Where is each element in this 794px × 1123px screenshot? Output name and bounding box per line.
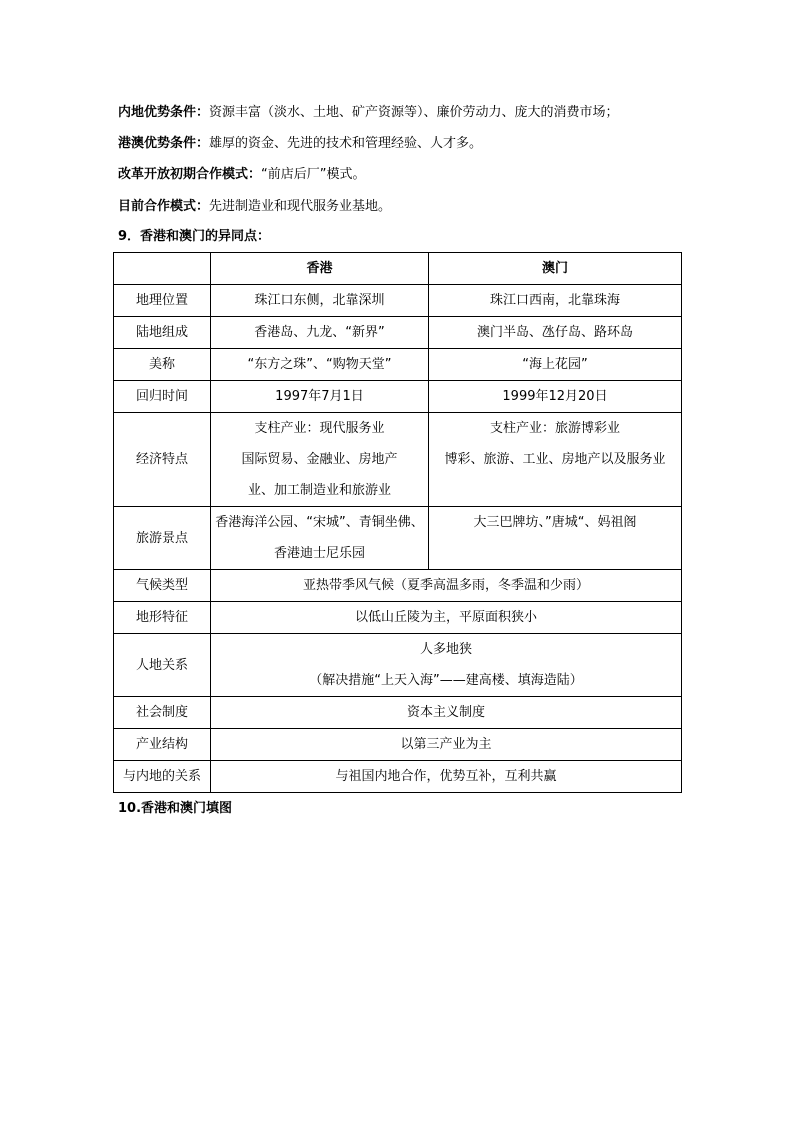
row-label: 社会制度 xyxy=(114,697,211,729)
cell-mo: 1999年12月20日 xyxy=(429,381,682,413)
cell-line: （解决措施“上天入海”——建高楼、填海造陆） xyxy=(309,673,583,688)
cell-hk: 1997年7月1日 xyxy=(211,381,429,413)
table-row xyxy=(114,602,682,634)
note-label: 港澳优势条件： xyxy=(118,136,210,151)
note-text: 先进制造业和现代服务业基地。 xyxy=(209,199,392,214)
note-text: “前店后厂”模式。 xyxy=(261,167,366,182)
cell-hk: “东方之珠”、“购物天堂” xyxy=(211,349,429,381)
cell-line: 博彩、旅游、工业、房地产以及服务业 xyxy=(444,452,666,467)
header-empty xyxy=(114,253,211,285)
section-10-title: 10.香港和澳门填图 xyxy=(118,801,233,816)
table-header-row xyxy=(114,253,682,285)
table-row xyxy=(114,349,682,381)
cell-line: 国际贸易、金融业、房地产 xyxy=(241,452,398,467)
cell-line: 香港海洋公园、“宋城”、青铜坐佛、 xyxy=(215,515,424,530)
comparison-table xyxy=(113,252,682,793)
table-row xyxy=(114,761,682,793)
note-text: 雄厚的资金、先进的技术和管理经验、人才多。 xyxy=(209,136,483,151)
table-row xyxy=(114,729,682,761)
row-label: 经济特点 xyxy=(114,413,211,507)
row-label: 美称 xyxy=(114,349,211,381)
row-label: 地形特征 xyxy=(114,602,211,634)
cell-hk: 香港岛、九龙、“新界” xyxy=(211,317,429,349)
row-label: 地理位置 xyxy=(114,285,211,317)
row-label: 回归时间 xyxy=(114,381,211,413)
table-row xyxy=(114,317,682,349)
table-row xyxy=(114,285,682,317)
row-label: 与内地的关系 xyxy=(114,761,211,793)
note-text: 资源丰富（淡水、土地、矿产资源等）、廉价劳动力、庞大的消费市场； xyxy=(209,105,619,120)
row-label: 产业结构 xyxy=(114,729,211,761)
row-label: 陆地组成 xyxy=(114,317,211,349)
cell-line: 人多地狭 xyxy=(419,642,472,657)
note-current-cooperation-model xyxy=(118,198,391,216)
cell-mo xyxy=(429,413,682,507)
table-row xyxy=(114,381,682,413)
cell-shared: 资本主义制度 xyxy=(211,697,682,729)
table-row xyxy=(114,413,682,507)
note-label: 目前合作模式： xyxy=(118,199,210,214)
note-label: 内地优势条件： xyxy=(118,105,210,120)
row-label: 气候类型 xyxy=(114,570,211,602)
cell-shared: 以第三产业为主 xyxy=(211,729,682,761)
table-row xyxy=(114,634,682,697)
header-hongkong: 香港 xyxy=(211,253,429,285)
cell-line: 支柱产业：现代服务业 xyxy=(254,421,385,436)
cell-hk: 珠江口东侧，北靠深圳 xyxy=(211,285,429,317)
note-hk-macau-advantages xyxy=(118,135,482,153)
note-early-cooperation-model xyxy=(118,166,366,184)
cell-hk xyxy=(211,413,429,507)
cell-mo: 大三巴牌坊、”唐城“、妈祖阁 xyxy=(429,507,682,570)
section-9-title: 9．香港和澳门的异同点： xyxy=(118,229,271,244)
cell-mo: 澳门半岛、氹仔岛、路环岛 xyxy=(429,317,682,349)
cell-line: 业、加工制造业和旅游业 xyxy=(247,483,391,498)
cell-mo: 珠江口西南，北靠珠海 xyxy=(429,285,682,317)
header-macau: 澳门 xyxy=(429,253,682,285)
cell-shared: 亚热带季风气候（夏季高温多雨，冬季温和少雨） xyxy=(211,570,682,602)
cell-shared: 与祖国内地合作，优势互补，互利共赢 xyxy=(211,761,682,793)
cell-shared xyxy=(211,634,682,697)
table-row xyxy=(114,507,682,570)
note-label: 改革开放初期合作模式： xyxy=(118,167,262,182)
table-row xyxy=(114,697,682,729)
row-label: 人地关系 xyxy=(114,634,211,697)
row-label: 旅游景点 xyxy=(114,507,211,570)
cell-mo: “海上花园” xyxy=(429,349,682,381)
cell-line: 支柱产业：旅游博彩业 xyxy=(489,421,620,436)
note-mainland-advantages xyxy=(118,104,619,122)
table-row xyxy=(114,570,682,602)
cell-line: 香港迪士尼乐园 xyxy=(273,546,365,561)
cell-hk xyxy=(211,507,429,570)
cell-shared: 以低山丘陵为主，平原面积狭小 xyxy=(211,602,682,634)
